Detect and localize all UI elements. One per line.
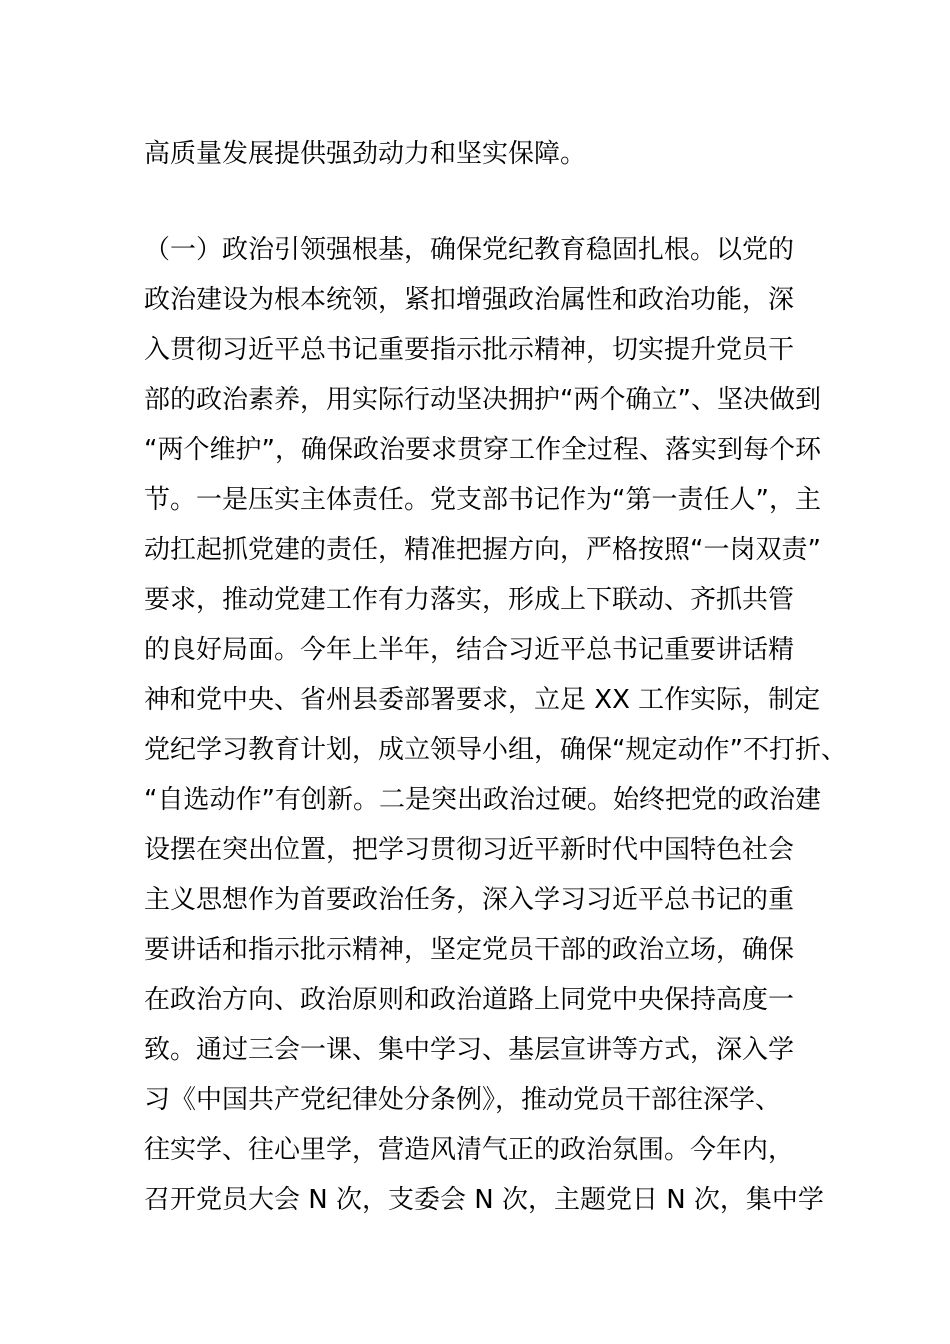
text-line: 神和党中央、省州县委部署要求，立足 XX 工作实际，制定 <box>144 685 821 715</box>
text-line: 高质量发展提供强劲动力和坚实保障。 <box>144 139 587 169</box>
text-line: 的良好局面。今年上半年，结合习近平总书记重要讲话精 <box>144 635 795 665</box>
text-line: 召开党员大会 N 次，支委会 N 次，主题党日 N 次，集中学 <box>144 1185 824 1215</box>
text-line: 习《中国共产党纪律处分条例》，推动党员干部往深学、 <box>144 1085 782 1115</box>
text-line: 往实学、往心里学，营造风清气正的政治氛围。今年内， <box>144 1135 795 1165</box>
text-line: 节。一是压实主体责任。党支部书记作为“第一责任人”，主 <box>144 485 821 515</box>
text-line: 动扛起抓党建的责任，精准把握方向，严格按照“一岗双责” <box>144 535 821 565</box>
text-line: 要讲话和指示批示精神，坚定党员干部的政治立场，确保 <box>144 935 795 965</box>
text-line: 入贯彻习近平总书记重要指示批示精神，切实提升党员干 <box>144 335 795 365</box>
text-line: 政治建设为根本统领，紧扣增强政治属性和政治功能，深 <box>144 285 795 315</box>
text-line: “自选动作”有创新。二是突出政治过硬。始终把党的政治建 <box>144 785 821 815</box>
text-line: 在政治方向、政治原则和政治道路上同党中央保持高度一 <box>144 985 795 1015</box>
text-line: 要求，推动党建工作有力落实，形成上下联动、齐抓共管 <box>144 585 795 615</box>
text-line: 致。通过三会一课、集中学习、基层宣讲等方式，深入学 <box>144 1035 795 1065</box>
text-line: 主义思想作为首要政治任务，深入学习习近平总书记的重 <box>144 885 795 915</box>
section-heading-line: （一）政治引领强根基，确保党纪教育稳固扎根。以党的 <box>144 235 795 265</box>
text-line: 党纪学习教育计划，成立领导小组，确保“规定动作”不打折、 <box>144 735 847 765</box>
text-line: 设摆在突出位置，把学习贯彻习近平新时代中国特色社会 <box>144 835 795 865</box>
text-line: 部的政治素养，用实际行动坚决拥护“两个确立”、坚决做到 <box>144 385 821 415</box>
text-line: “两个维护”，确保政治要求贯穿工作全过程、落实到每个环 <box>144 435 821 465</box>
